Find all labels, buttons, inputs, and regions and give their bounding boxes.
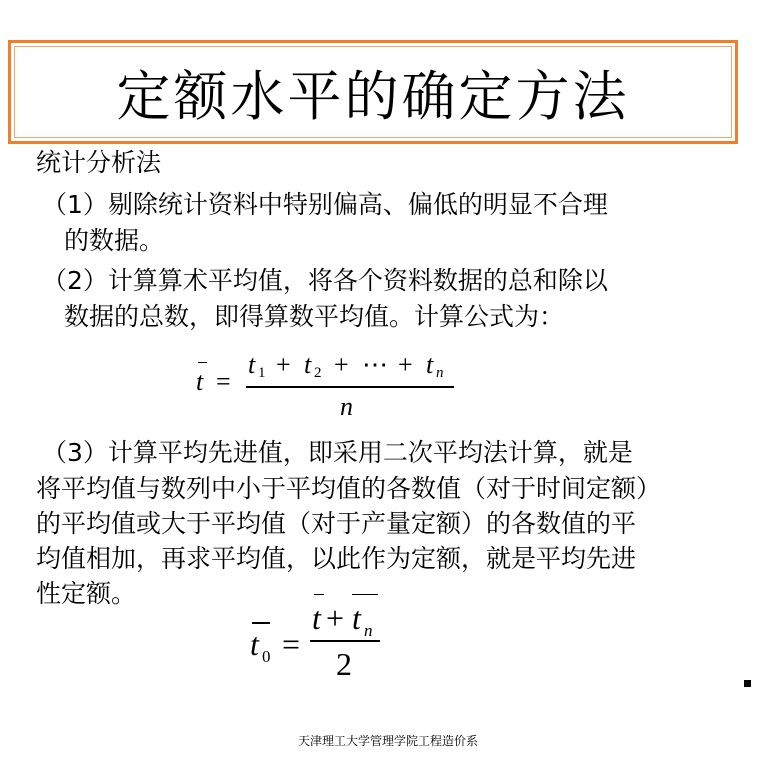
formula2-equals: =	[282, 626, 301, 662]
step3-line4: 均值相加，再求平均值，以此作为定额，就是平均先进	[36, 544, 637, 573]
title-box	[8, 40, 738, 144]
formula2-subn: n	[364, 621, 373, 640]
formula1-dots: ⋯	[362, 350, 388, 379]
slide-title: 定额水平的确定方法	[116, 64, 630, 128]
formula2-t: t	[312, 600, 321, 636]
formula1-fraction-bar	[246, 386, 454, 388]
formula2-lhs-overline	[252, 622, 270, 624]
formula1-t2: t	[304, 350, 312, 379]
formula1-plus1: +	[276, 350, 291, 379]
bullet-marker	[744, 680, 751, 687]
section-heading: 统计分析法	[36, 148, 162, 177]
footer-text: 天津理工大学管理学院工程造价系	[297, 734, 478, 748]
step3-line2: 将平均值与数列中小于平均值的各数值（对于时间定额）	[36, 474, 662, 503]
formula1-lhs: t	[196, 367, 204, 396]
step1-line2: 的数据。	[64, 226, 165, 255]
formula2-plus: +	[326, 600, 345, 636]
step1-line1: （1）剔除统计资料中特别偏高、偏低的明显不合理	[42, 190, 608, 219]
formula2-t-overline	[314, 594, 324, 595]
step2-line2: 数据的总数，即得算数平均值。计算公式为：	[64, 302, 565, 331]
formula1-t1: t	[248, 350, 256, 379]
formula2-fraction-bar	[310, 640, 380, 642]
formula1-denominator: n	[340, 392, 353, 421]
lhs-overline	[198, 362, 207, 363]
formula1-sub1: 1	[258, 365, 266, 381]
step3-line5: 性定额。	[36, 579, 137, 608]
formula1-tn: t	[426, 350, 434, 379]
step3-line1: （3）计算平均先进值，即采用二次平均法计算，就是	[42, 438, 633, 467]
step2-line1: （2）计算算术平均值，将各个资料数据的总和除以	[42, 266, 608, 295]
formula2-tn: t	[352, 600, 361, 636]
formula1-subn: n	[436, 365, 444, 381]
formula2-lhs-sub: 0	[262, 647, 271, 666]
formula2-denominator: 2	[336, 646, 352, 682]
formula1-plus2: +	[334, 350, 349, 379]
formula2-lhs: t	[250, 626, 259, 662]
formula1-plus3: +	[398, 350, 413, 379]
formula1-sub2: 2	[314, 365, 322, 381]
step3-line3: 的平均值或大于平均值（对于产量定额）的各数值的平	[36, 509, 637, 538]
formula2-tn-overline	[352, 594, 378, 595]
formula1-equals: =	[216, 367, 231, 396]
